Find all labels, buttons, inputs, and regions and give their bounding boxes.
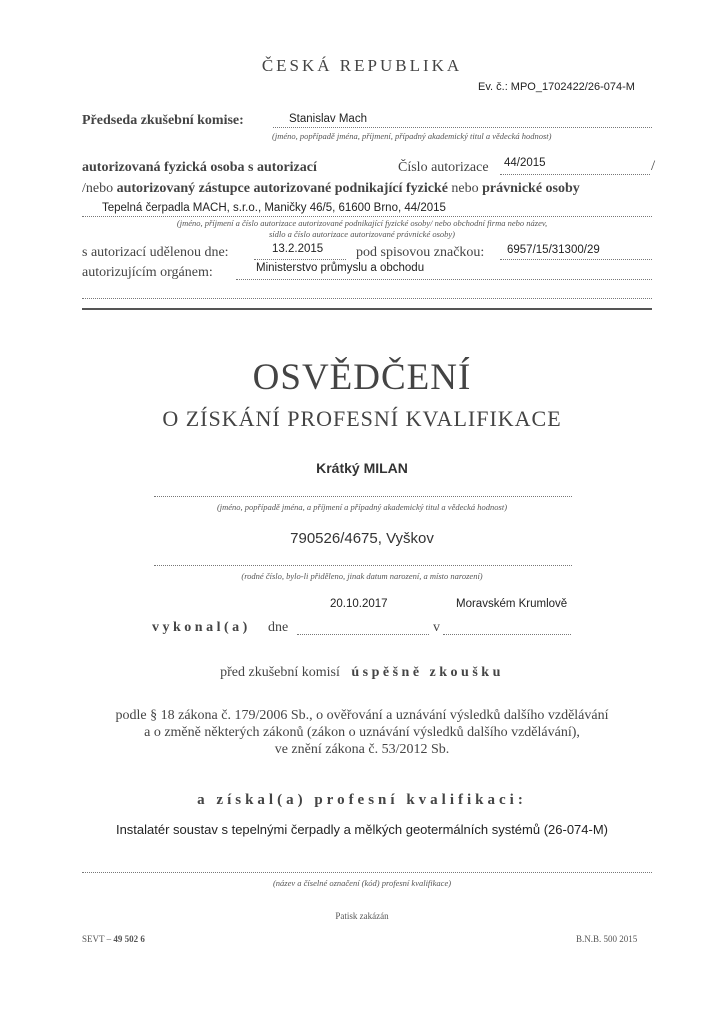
authorization-slash: /: [651, 158, 656, 174]
representative-bold-1: autorizovaný zástupce autorizované podnikající fyzické: [116, 181, 448, 196]
holder-name: Krátký MILAN: [316, 460, 408, 476]
left-form-code-bold: 49 502 6: [113, 934, 145, 944]
exam-date-value: 20.10.2017: [330, 598, 388, 610]
qualification-dotted-line: [82, 872, 652, 873]
file-value: 6957/15/31300/29: [507, 244, 600, 256]
exam-place-value: Moravském Krumlově: [456, 598, 568, 610]
evidence-number: Ev. č.: MPO_1702422/26-074-M: [478, 81, 635, 93]
granted-label: s autorizací udělenou dne:: [82, 245, 229, 260]
law-line-3: ve znění zákona č. 53/2012 Sb.: [274, 742, 450, 757]
header-divider: [82, 308, 652, 310]
company-hint-2: sídlo a číslo autorizace autorizované právnické osoby): [268, 229, 456, 239]
authorization-number-dotted-line: [500, 174, 650, 175]
before-text: před zkušební komisí: [220, 665, 340, 680]
left-form-code: [82, 934, 145, 944]
chair-dotted-line: [273, 127, 652, 128]
place-dotted-line: [443, 634, 571, 635]
date-dotted-line: [297, 634, 429, 635]
company-hint-1: (jméno, příjmení a číslo autorizace autorizované podnikající fyzické osoby/ nebo obchodní firma nebo název,: [176, 218, 548, 228]
birth-value: 790526/4675, Vyškov: [290, 530, 434, 547]
granted-dotted-line: [254, 259, 346, 260]
authority-value: Ministerstvo průmyslu a obchodu: [256, 262, 425, 274]
representative-line: [82, 181, 580, 197]
law-line-2: a o změně některých zákonů (zákon o uznávání výsledků dalšího vzdělávání),: [144, 725, 580, 740]
authority-label: autorizujícím orgánem:: [82, 265, 213, 280]
performed-label: vykonal(a): [152, 620, 251, 635]
file-dotted-line: [500, 259, 652, 260]
date-label: dne: [268, 620, 289, 635]
success-text: úspěšně zkoušku: [351, 665, 504, 680]
representative-prefix: /nebo: [82, 181, 114, 196]
country-heading: ČESKÁ REPUBLIKA: [261, 56, 463, 75]
authority-dotted-line: [236, 279, 652, 280]
authorization-number-value: 44/2015: [504, 157, 546, 169]
extra-dotted-line: [82, 298, 652, 299]
authorized-person-label: autorizovaná fyzická osoba s autorizací: [82, 160, 317, 175]
granted-value: 13.2.2015: [272, 243, 324, 255]
authorization-number-label: Číslo autorizace: [398, 160, 489, 175]
right-form-code: B.N.B. 500 2015: [576, 934, 638, 944]
birth-dotted-line: [154, 565, 572, 566]
place-label: v: [433, 620, 440, 635]
qualification-value: Instalatér soustav s tepelnými čerpadly a mělkých geotermálních systémů (26-074-M): [115, 822, 609, 837]
success-line: [0, 665, 724, 681]
certificate-title: OSVĚDČENÍ: [252, 357, 472, 398]
holder-name-dotted-line: [154, 496, 572, 497]
representative-mid: nebo: [451, 181, 479, 196]
birth-hint: (rodné číslo, bylo-li přiděleno, jinak datum narození, a místo narození): [241, 571, 483, 581]
holder-name-hint: (jméno, popřípadě jména, a příjmení a případný akademický titul a vědecká hodnost): [216, 502, 508, 512]
chair-value: Stanislav Mach: [289, 113, 367, 125]
reprint-notice: Patisk zakázán: [335, 911, 389, 921]
company-dotted-line: [82, 216, 652, 217]
representative-bold-2: právnické osoby: [482, 181, 580, 196]
certificate-subtitle: O ZÍSKÁNÍ PROFESNÍ KVALIFIKACE: [162, 406, 562, 431]
obtained-heading: a získal(a) profesní kvalifikaci:: [197, 792, 527, 808]
qualification-hint: (název a číselné označení (kód) profesní kvalifikace): [272, 878, 452, 888]
chair-hint: (jméno, popřípadě jména, příjmení, případný akademický titul a vědecká hodnost): [272, 131, 552, 141]
company-value: Tepelná čerpadla MACH, s.r.o., Maničky 46/5, 61600 Brno, 44/2015: [102, 202, 446, 214]
chair-label: Předseda zkušební komise:: [82, 113, 244, 128]
left-form-code-prefix: SEVT –: [82, 934, 112, 944]
file-label: pod spisovou značkou:: [356, 245, 485, 260]
law-line-1: podle § 18 zákona č. 179/2006 Sb., o ověřování a uznávání výsledků dalšího vzdělávání: [115, 708, 609, 723]
